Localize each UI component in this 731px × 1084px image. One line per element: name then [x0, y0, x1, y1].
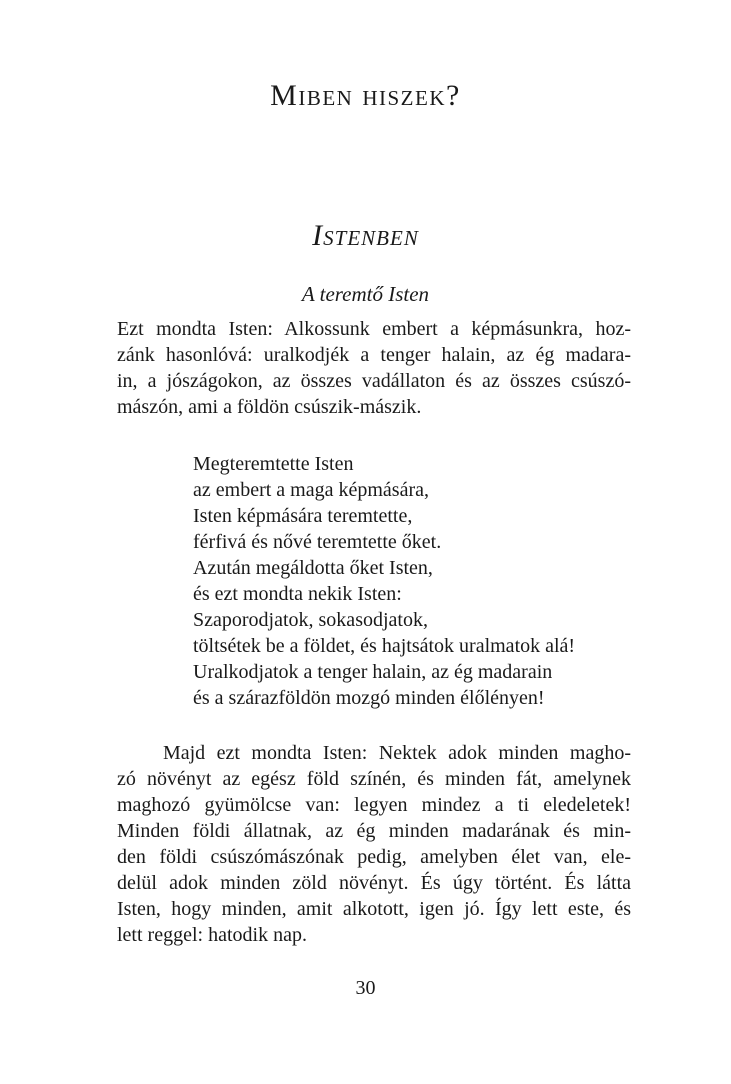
paragraph-line: zánk hasonlóvá: uralkodjék a tenger halain, az ég madara- [117, 344, 631, 366]
paragraph-line: Isten, hogy minden, amit alkotott, igen jó. Így lett este, és [117, 898, 631, 920]
poem-line: Uralkodjatok a tenger halain, az ég madarain [193, 661, 553, 683]
page-number: 30 [355, 977, 376, 999]
paragraph-line: Minden földi állatnak, az ég minden madarának és min- [117, 820, 631, 842]
paragraph-line: Ezt mondta Isten: Alkossunk embert a képmásunkra, hoz- [117, 318, 631, 340]
paragraph-line: Majd ezt mondta Isten: Nektek adok minden maghο- [117, 742, 631, 764]
poem-line: az embert a maga képmására, [193, 479, 429, 501]
paragraph-line: maghozó gyümölcse van: legyen mindez a ti eledeletek! [117, 794, 631, 816]
poem-line: és a szárazföldön mozgó minden élőlényen! [193, 687, 545, 709]
paragraph-line: den földi csúszómászónak pedig, amelyben élet van, ele- [117, 846, 631, 868]
poem-line: Azután megáldotta őket Isten, [193, 557, 433, 579]
running-title: Miben hiszek? [270, 79, 461, 112]
paragraph-line: in, a jószágokon, az összes vadállaton és az összes csúszó- [117, 370, 631, 392]
poem-line: töltsétek be a földet, és hajtsátok uralmatok alá! [193, 635, 576, 657]
paragraph-line: zó növényt az egész föld színén, és minden fát, amelynek [117, 768, 631, 790]
poem-line: Megteremtette Isten [193, 453, 354, 475]
paragraph-line: mászón, ami a földön csúszik-mászik. [117, 396, 422, 418]
paragraph-2 [117, 740, 631, 948]
poem-line: férfivá és nővé teremtette őket. [193, 531, 442, 553]
paragraph-line: delül adok minden zöld növényt. És úgy történt. És látta [117, 872, 631, 894]
paragraph-1 [117, 316, 631, 420]
section-title: Istenben [312, 219, 419, 252]
poem-line: Isten képmására teremtette, [193, 505, 413, 527]
poem-line: és ezt mondta nekik Isten: [193, 583, 402, 605]
subsection-title: A teremtő Isten [301, 282, 430, 306]
poem-line: Szaporodjatok, sokasodjatok, [193, 609, 428, 631]
paragraph-line: lett reggel: hatodik nap. [117, 924, 307, 946]
poem-quote [193, 451, 575, 711]
